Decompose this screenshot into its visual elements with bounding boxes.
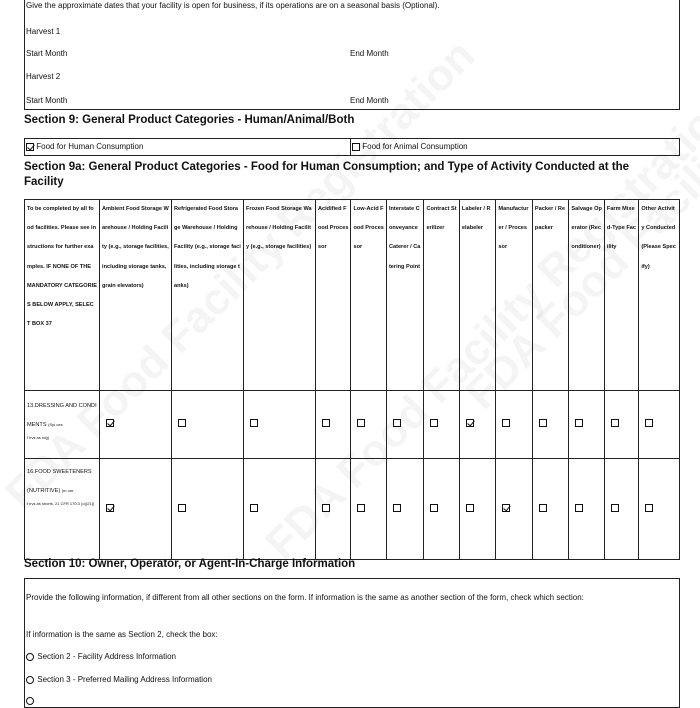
row-code: (m ore <box>61 488 74 494</box>
activity-checkbox[interactable] <box>611 504 619 512</box>
activity-cell <box>315 391 350 459</box>
activity-checkbox[interactable] <box>430 504 438 512</box>
activity-checkbox[interactable] <box>106 504 114 512</box>
activity-checkbox[interactable] <box>393 504 401 512</box>
section10-next-option[interactable] <box>26 696 35 706</box>
activity-checkbox[interactable] <box>466 504 474 512</box>
activity-checkbox[interactable] <box>357 419 365 427</box>
activity-cell <box>639 391 680 459</box>
row-code: (Spi ces <box>48 422 63 428</box>
activity-checkbox[interactable] <box>611 419 619 427</box>
row-code-detail: f lrvs as shorts, 21 CFR 170.3 (o)(21)) <box>27 501 95 507</box>
row-label: 16.FOOD SWEETENERS (NUTRITIVE) <box>27 469 92 495</box>
section2-option-label: Section 2 - Facility Address Information <box>37 652 176 661</box>
activity-cell <box>532 391 569 459</box>
activity-cell <box>639 459 680 560</box>
activity-checkbox[interactable] <box>502 419 510 427</box>
human-consumption-label: Food for Human Consumption <box>36 142 144 151</box>
column-header: Farm Mixed-Type Facility <box>604 200 638 391</box>
animal-consumption-label: Food for Animal Consumption <box>362 142 468 151</box>
activity-cell <box>100 391 172 459</box>
section10-title: Section 10: Owner, Operator, or Agent-In-Charge Information <box>24 558 356 570</box>
activity-checkbox[interactable] <box>466 419 474 427</box>
harvest1-start-month[interactable]: Start Month <box>26 49 68 58</box>
column-header: Manufacturer / Processor <box>496 200 533 391</box>
section9-divider <box>350 138 351 156</box>
instructions-cell: To be completed by all food facilities. Please see instructions for further examples. IF NONE OF THE MANDATORY CATEGORIES BELOW APPLY, SELECT BOX 37 <box>25 200 100 391</box>
activity-checkbox[interactable] <box>322 504 330 512</box>
next-option-radio[interactable] <box>26 697 34 705</box>
activity-checkbox[interactable] <box>539 419 547 427</box>
harvest2-end-month[interactable]: End Month <box>350 96 389 105</box>
section10-same-as-2: If information is the same as Section 2, check the box: <box>26 630 218 639</box>
harvest2-start-month[interactable]: Start Month <box>26 96 68 105</box>
section3-option-label: Section 3 - Preferred Mailing Address Information <box>37 675 212 684</box>
activity-cell <box>569 391 604 459</box>
activity-checkbox[interactable] <box>322 419 330 427</box>
seasonal-intro: Give the approximate dates that your facility is open for business, if its operations are on a seasonal basis (Optional). <box>26 1 440 10</box>
column-header: Ambient Food Storage Warehouse / Holding Facility (e.g., storage facilities, including storage tanks, grain elevators) <box>100 200 172 391</box>
activity-cell <box>243 391 315 459</box>
activity-cell <box>351 459 386 560</box>
harvest1-label: Harvest 1 <box>26 27 61 36</box>
activity-cell <box>424 459 459 560</box>
section9-title: Section 9: General Product Categories - Human/Animal/Both <box>24 114 355 126</box>
column-header: Contract Sterilizer <box>424 200 459 391</box>
section10-intro: Provide the following information, if different from all other sections on the form. If information is the same as another section of the form, check which section: <box>26 593 584 602</box>
activity-cell <box>496 391 533 459</box>
animal-consumption-option[interactable] <box>352 142 468 152</box>
activity-checkbox[interactable] <box>645 419 653 427</box>
column-header: Acidified Food Processor <box>315 200 350 391</box>
column-header: Salvage Operator (Reconditioner) <box>569 200 604 391</box>
column-header: Packer / Repacker <box>532 200 569 391</box>
activity-cell <box>424 391 459 459</box>
activity-cell <box>351 391 386 459</box>
row-code-detail: f lrvs as rdg) <box>27 435 50 441</box>
row-label-cell <box>25 391 100 459</box>
activity-cell <box>172 459 244 560</box>
activity-checkbox[interactable] <box>393 419 401 427</box>
section2-radio[interactable] <box>26 653 34 661</box>
activity-table <box>24 199 680 560</box>
activity-cell <box>172 391 244 459</box>
column-header: Interstate Conveyance Caterer / Catering Point <box>386 200 424 391</box>
table-row <box>25 459 680 560</box>
activity-cell <box>459 459 496 560</box>
activity-checkbox[interactable] <box>575 504 583 512</box>
activity-checkbox[interactable] <box>178 419 186 427</box>
activity-cell <box>604 391 638 459</box>
activity-checkbox[interactable] <box>106 419 114 427</box>
activity-cell <box>496 459 533 560</box>
human-consumption-option[interactable] <box>26 142 143 152</box>
harvest2-label: Harvest 2 <box>26 72 61 81</box>
animal-consumption-checkbox[interactable] <box>352 143 360 151</box>
section3-radio[interactable] <box>26 676 34 684</box>
column-header: Labeler / Relabeler <box>459 200 496 391</box>
activity-checkbox[interactable] <box>250 419 258 427</box>
section3-option[interactable] <box>26 675 212 685</box>
column-header: Frozen Food Storage Warehouse / Holding Facility (e.g., storage facilities) <box>243 200 315 391</box>
harvest1-end-month[interactable]: End Month <box>350 49 389 58</box>
human-consumption-checkbox[interactable] <box>26 143 34 151</box>
activity-cell <box>386 459 424 560</box>
activity-cell <box>100 459 172 560</box>
activity-checkbox[interactable] <box>250 504 258 512</box>
activity-checkbox[interactable] <box>178 504 186 512</box>
activity-cell <box>604 459 638 560</box>
activity-checkbox[interactable] <box>575 419 583 427</box>
activity-cell <box>532 459 569 560</box>
activity-checkbox[interactable] <box>357 504 365 512</box>
column-header: Other Activity Conducted (Please Specify) <box>639 200 680 391</box>
activity-cell <box>459 391 496 459</box>
activity-checkbox[interactable] <box>539 504 547 512</box>
activity-cell <box>315 459 350 560</box>
section9a-title: Section 9a: General Product Categories - Food for Human Consumption; and Type of Activity Conducted at the Facility <box>24 161 630 188</box>
column-header: Low-Acid Food Processor <box>351 200 386 391</box>
activity-cell <box>569 459 604 560</box>
activity-checkbox[interactable] <box>430 419 438 427</box>
column-header: Refrigerated Food Storage Warehouse / Holding Facility (e.g., storage facilities, including storage tanks) <box>172 200 244 391</box>
section2-option[interactable] <box>26 652 176 662</box>
row-label: 13.DRESSING AND CONDIMENTS <box>27 403 97 429</box>
activity-cell <box>386 391 424 459</box>
row-label-cell <box>25 459 100 560</box>
activity-cell <box>243 459 315 560</box>
activity-checkbox[interactable] <box>645 504 653 512</box>
activity-checkbox[interactable] <box>502 504 510 512</box>
table-row <box>25 391 680 459</box>
